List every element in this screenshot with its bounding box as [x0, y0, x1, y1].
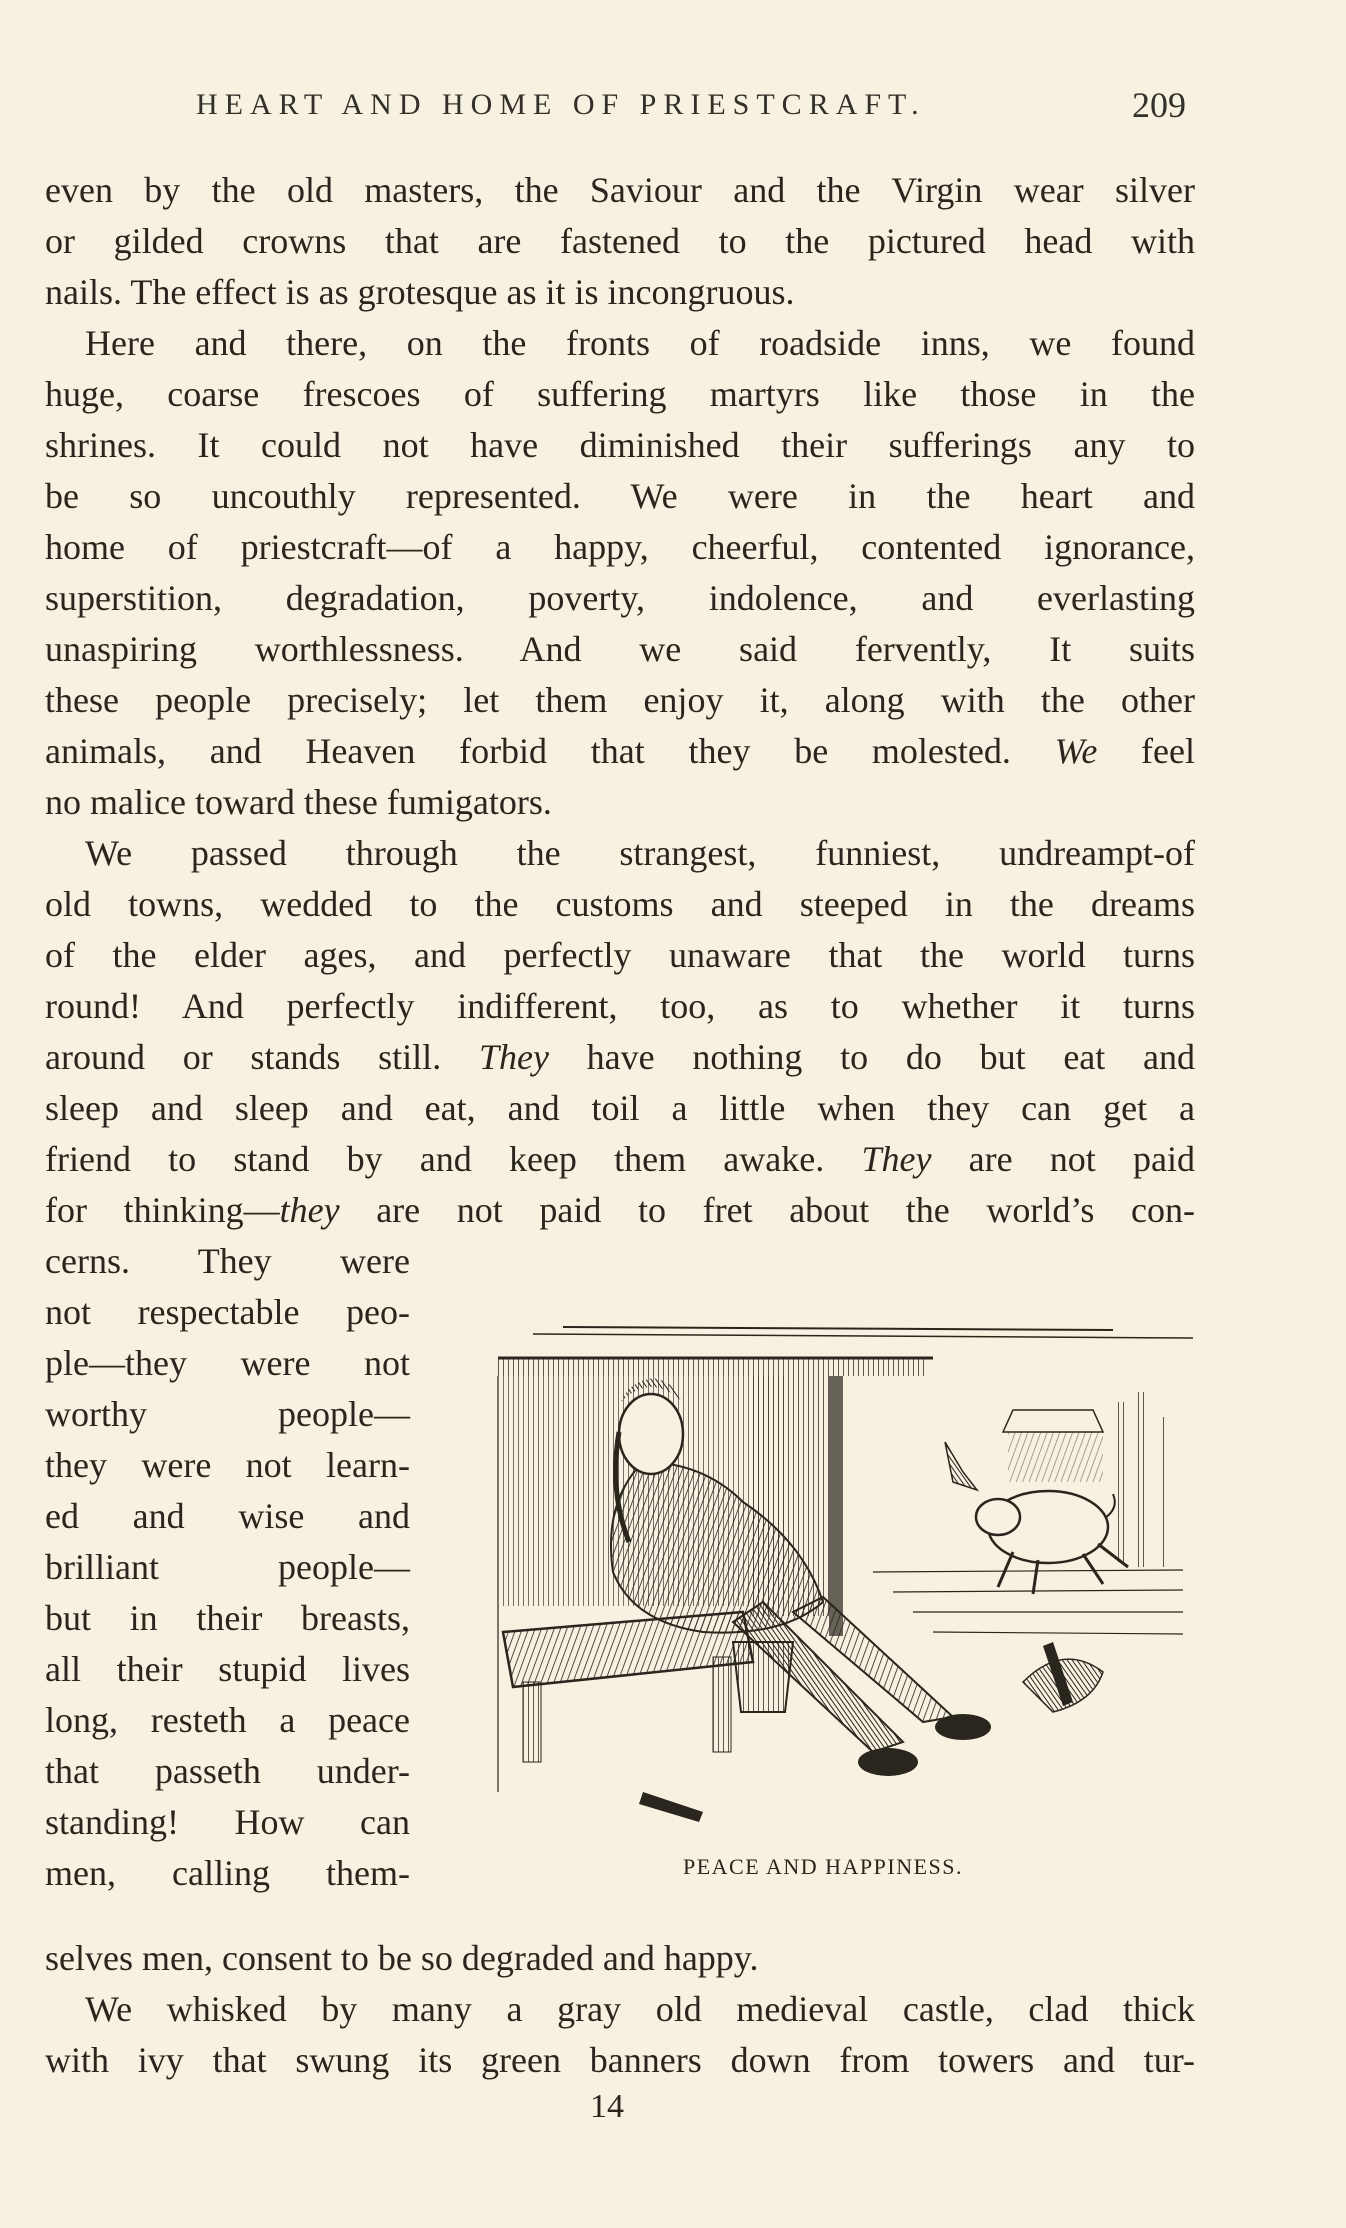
wrap-line: men, calling them- [45, 1853, 410, 1893]
text-line: sleep and sleep and eat, and toil a little when they can get a [45, 1088, 1195, 1128]
text-line: superstition, degradation, poverty, indolence, and everlasting [45, 578, 1195, 618]
wrap-line: brilliant people— [45, 1547, 410, 1587]
text-line: or gilded crowns that are fastened to the pictured head with [45, 221, 1195, 261]
text-segment: around or stands still. [45, 1037, 479, 1077]
wrap-line: standing! How can [45, 1802, 410, 1842]
wrap-line: ed and wise and [45, 1496, 410, 1536]
figure-caption: PEACE AND HAPPINESS. [683, 1854, 963, 1879]
italic-emphasis: they [279, 1190, 340, 1230]
text-line: round! And perfectly indifferent, too, as to whether it turns [45, 986, 1195, 1026]
running-header [0, 85, 1346, 132]
text-line: of the elder ages, and perfectly unaware that the world turns [45, 935, 1195, 975]
text-line: Here and there, on the fronts of roadside inns, we found [85, 323, 1195, 363]
text-segment: animals, and Heaven forbid that they be molested. [45, 731, 1055, 771]
wrap-line: they were not learn- [45, 1445, 410, 1485]
text-line: no malice toward these fumigators. [45, 782, 552, 822]
text-line [45, 729, 1195, 777]
text-line: selves men, consent to be so degraded and happy. [45, 1938, 759, 1978]
text-segment: are not paid [931, 1139, 1195, 1179]
text-line: even by the old masters, the Saviour and the Virgin wear silver [45, 170, 1195, 210]
signature-mark: 14 [590, 2088, 624, 2125]
text-line: huge, coarse frescoes of suffering martyrs like those in the [45, 374, 1195, 414]
running-head-title: HEART AND HOME OF PRIESTCRAFT. [196, 88, 926, 121]
text-segment: for thinking— [45, 1190, 280, 1230]
text-segment: feel [1097, 731, 1195, 771]
text-segment: have nothing to do but eat and [548, 1037, 1195, 1077]
italic-emphasis: We [1054, 731, 1098, 771]
wrap-line: cerns. They were [45, 1241, 410, 1281]
text-line: these people precisely; let them enjoy it, along with the other [45, 680, 1195, 720]
text-line: We passed through the strangest, funniest, undreampt-of [85, 833, 1195, 873]
text-segment: are not paid to fret about the world’s con- [339, 1190, 1195, 1230]
sleeping-man-and-pig-engraving [493, 1322, 1193, 1827]
text-line: be so uncouthly represented. We were in the heart and [45, 476, 1195, 516]
text-line: nails. The effect is as grotesque as it is incongruous. [45, 272, 795, 312]
text-line: old towns, wedded to the customs and steeped in the dreams [45, 884, 1195, 924]
page-number: 209 [1132, 85, 1186, 125]
italic-emphasis: They [861, 1139, 932, 1179]
wrap-line: worthy people— [45, 1394, 410, 1434]
text-line [45, 1188, 1195, 1236]
text-segment: friend to stand by and keep them awake. [45, 1139, 862, 1179]
text-line: shrines. It could not have diminished their sufferings any to [45, 425, 1195, 465]
text-line: with ivy that swung its green banners down from towers and tur- [45, 2040, 1195, 2080]
engraving-illustration [493, 1322, 1193, 1827]
wrap-line: that passeth under- [45, 1751, 410, 1791]
wrap-line: ple—they were not [45, 1343, 410, 1383]
text-line: unaspiring worthlessness. And we said fervently, It suits [45, 629, 1195, 669]
wrap-line: not respectable peo- [45, 1292, 410, 1332]
text-line: home of priestcraft—of a happy, cheerful, contented ignorance, [45, 527, 1195, 567]
wrap-line: long, resteth a peace [45, 1700, 410, 1740]
wrap-line: all their stupid lives [45, 1649, 410, 1689]
text-line: We whisked by many a gray old medieval castle, clad thick [85, 1989, 1195, 2029]
text-line [45, 1137, 1195, 1185]
wrap-line: but in their breasts, [45, 1598, 410, 1638]
text-line [45, 1035, 1195, 1083]
italic-emphasis: They [478, 1037, 549, 1077]
